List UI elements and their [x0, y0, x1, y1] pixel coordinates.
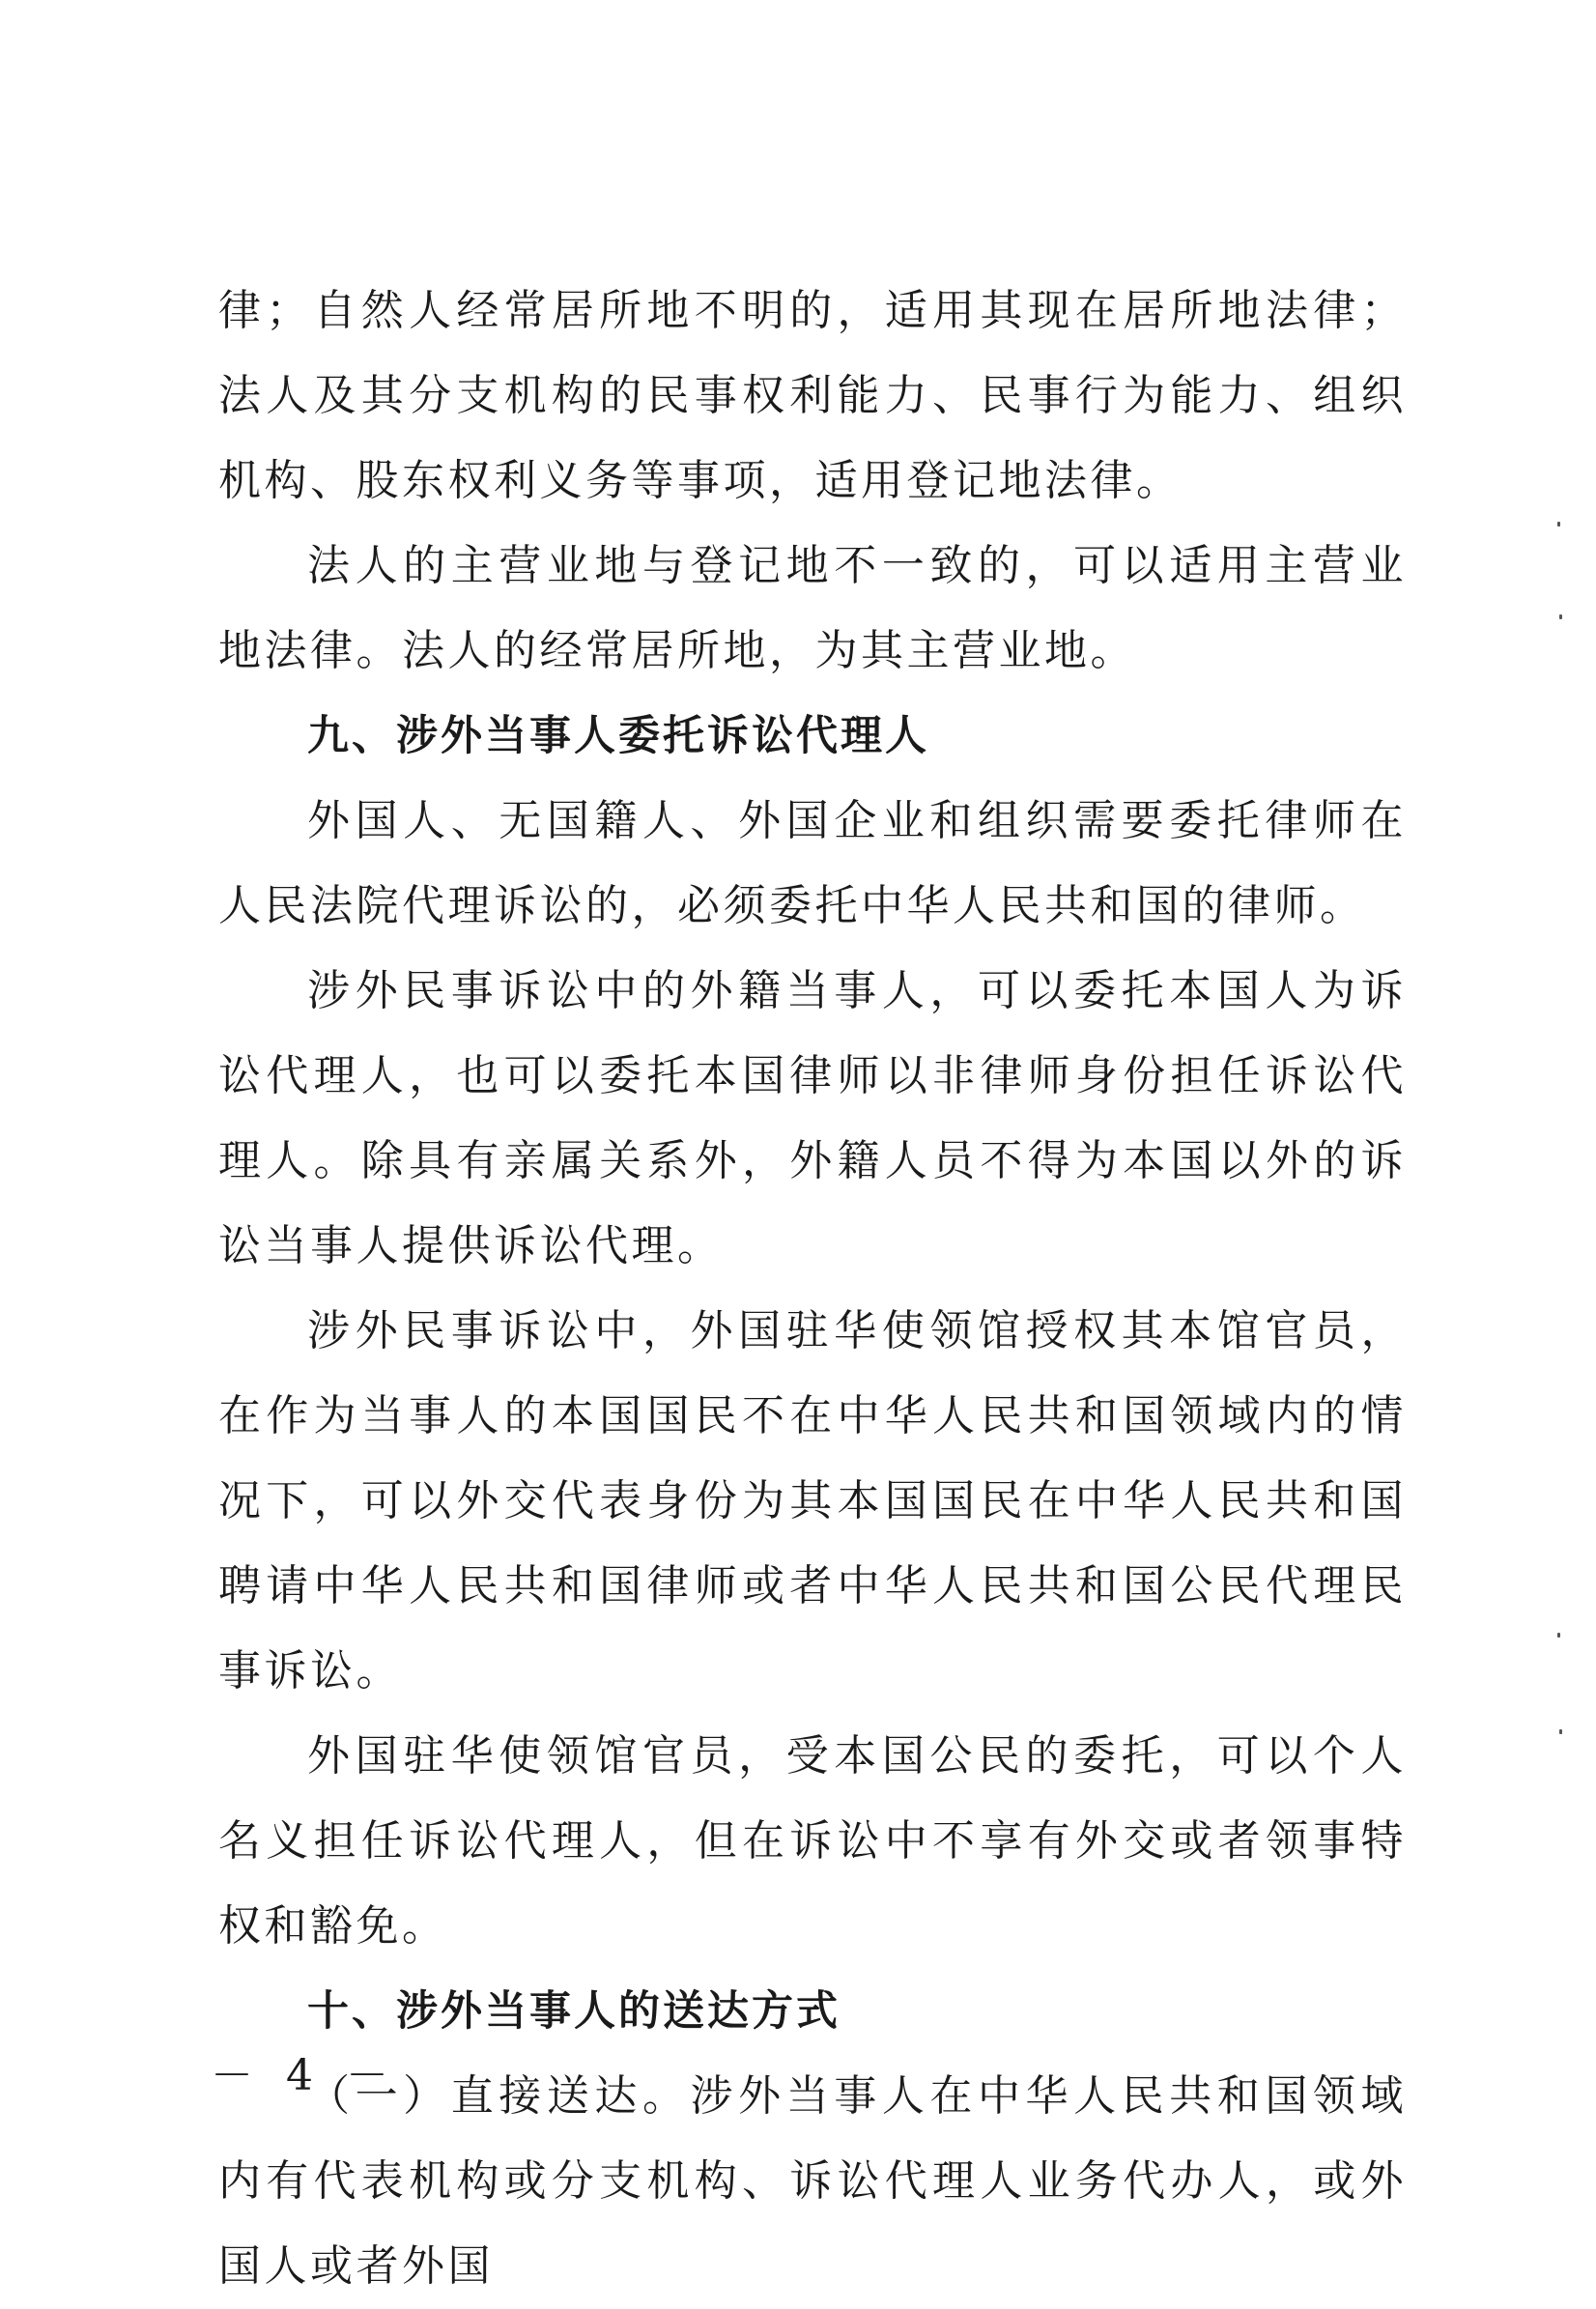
- scan-speck: [1559, 614, 1562, 619]
- page-content: [218, 269, 1407, 2309]
- scan-speck: [1559, 1729, 1562, 1734]
- paragraph-3: 外国人、无国籍人、外国企业和组织需要委托律师在人民法院代理诉讼的，必须委托中华人民共和国的律师。: [218, 796, 1407, 930]
- section-heading-10: 十、涉外当事人的送达方式: [307, 1987, 841, 2036]
- paragraph-7: （一）直接送达。涉外当事人在中华人民共和国领域内有代表机构或分支机构、诉讼代理人业务代办人，或外国人或者外国: [218, 2071, 1407, 2291]
- paragraph-6: 外国驻华使领馆官员，受本国公民的委托，可以个人名义担任诉讼代理人，但在诉讼中不享有外交或者领事特权和豁免。: [218, 1731, 1407, 1951]
- paragraph-2: 法人的主营业地与登记地不一致的，可以适用主营业地法律。法人的经常居所地，为其主营业地。: [218, 541, 1407, 675]
- paragraph-1: 律；自然人经常居所地不明的，适用其现在居所地法律；法人及其分支机构的民事权利能力、民事行为能力、组织机构、股东权利义务等事项，适用登记地法律。: [218, 286, 1407, 505]
- paragraph-4: 涉外民事诉讼中的外籍当事人，可以委托本国人为诉讼代理人，也可以委托本国律师以非律师身份担任诉讼代理人。除具有亲属关系外，外籍人员不得为本国以外的诉讼当事人提供诉讼代理。: [218, 966, 1407, 1270]
- section-heading-9: 九、涉外当事人委托诉讼代理人: [307, 712, 929, 760]
- page-number: － 4 －: [211, 2051, 398, 2100]
- scan-speck: [1557, 522, 1560, 527]
- scan-speck: [1557, 1633, 1560, 1638]
- paragraph-5: 涉外民事诉讼中，外国驻华使领馆授权其本馆官员，在作为当事人的本国国民不在中华人民共和国领域内的情况下，可以外交代表身份为其本国国民在中华人民共和国聘请中华人民共和国律师或者中华人民共和国公民代理民事诉讼。: [218, 1306, 1407, 1696]
